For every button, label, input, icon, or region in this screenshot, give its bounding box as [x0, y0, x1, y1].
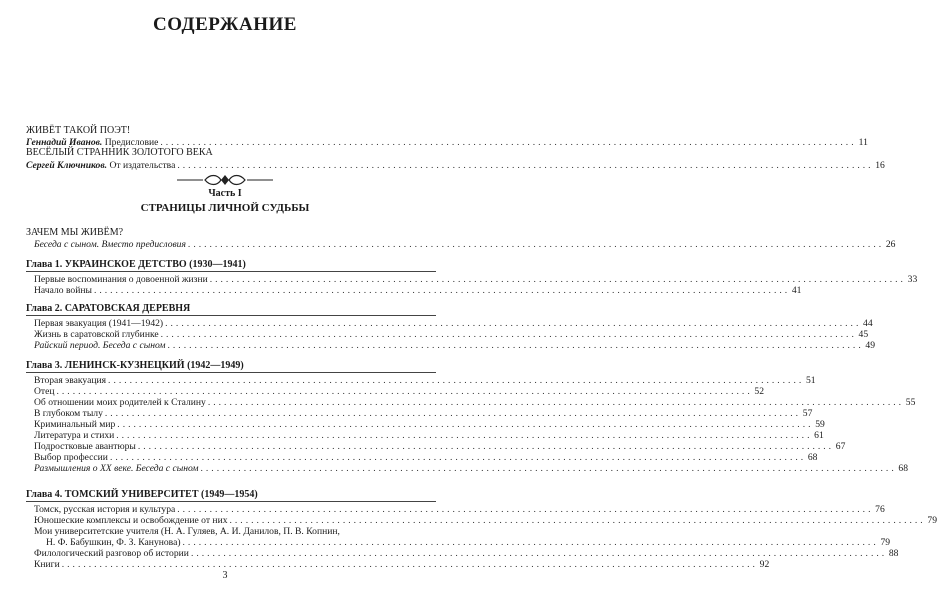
page-ref: 16: [875, 160, 885, 171]
chapter-rule: [26, 315, 436, 316]
chapter-3-item[interactable]: Криминальный мир . . . 59: [34, 419, 436, 430]
chapter-2-item[interactable]: Первая эвакуация (1941—1942) . . . 44: [34, 318, 436, 329]
chapter-4-item[interactable]: Мои университетские учителя (Н. А. Гуляев, А. И. Данилов, П. В. Копнин,: [34, 526, 340, 537]
chapter-2-heading[interactable]: Глава 2. САРАТОВСКАЯ ДЕРЕВНЯ: [26, 303, 191, 314]
chapter-1-heading[interactable]: Глава 1. УКРАИНСКОЕ ДЕТСТВО (1930—1941): [26, 259, 246, 270]
chapter-rule: [26, 501, 436, 502]
chapter-1-item[interactable]: Начало войны . . . 41: [34, 285, 436, 296]
page-number: 3: [222, 570, 228, 581]
page-title: СОДЕРЖАНИЕ: [153, 14, 297, 35]
why-entry[interactable]: [34, 239, 896, 250]
chapter-4-item[interactable]: Филологический разговор об истории . . . 88: [34, 548, 436, 559]
front-heading-poet: ЖИВЁТ ТАКОЙ ПОЭТ!: [26, 125, 131, 136]
front-heading-wanderer: ВЕСЁЛЫЙ СТРАННИК ЗОЛОТОГО ВЕКА: [26, 147, 213, 158]
chapter-4-item[interactable]: Юношеские комплексы и освобождение от них . . . 79: [34, 515, 436, 526]
chapter-title: САРАТОВСКАЯ ДЕРЕВНЯ: [64, 303, 191, 314]
chapter-rule: [26, 372, 436, 373]
entry-text: От издательства: [107, 160, 176, 171]
chapter-3-item[interactable]: Подростковые авантюры . . . 67: [34, 441, 436, 452]
why-heading: ЗАЧЕМ МЫ ЖИВЁМ?: [26, 227, 124, 238]
chapter-3-item[interactable]: Отец . . . 52: [34, 386, 436, 397]
author-name: Геннадий Иванов.: [26, 137, 103, 148]
chapter-title: ЛЕНИНСК-КУЗНЕЦКИЙ (1942—1949): [64, 360, 244, 371]
part-title: СТРАНИЦЫ ЛИЧНОЙ СУДЬБЫ: [140, 202, 310, 214]
chapter-title: УКРАИНСКОЕ ДЕТСТВО (1930—1941): [64, 259, 246, 270]
author-name: Сергей Ключников.: [26, 160, 108, 171]
chapter-3-item[interactable]: Вторая эвакуация . . . 51: [34, 375, 436, 386]
chapter-4-item[interactable]: Томск, русская история и культура . . . 76: [34, 504, 436, 515]
chapter-3-item[interactable]: Литература и стихи . . . 61: [34, 430, 436, 441]
chapter-3-item[interactable]: Размышления о XX веке. Беседа с сыном . . . 68: [34, 463, 436, 474]
part-label: Часть I: [208, 188, 242, 199]
chapter-3-item[interactable]: В глубоком тылу . . . 57: [34, 408, 436, 419]
entry-text: Предисловие: [102, 137, 159, 148]
chapter-1-item[interactable]: Первые воспоминания о довоенной жизни . . . 33: [34, 274, 436, 285]
chapter-4-item[interactable]: Н. Ф. Бабушкин, Ф. З. Канунова) . . . 79: [46, 537, 436, 548]
chapter-title: ТОМСКИЙ УНИВЕРСИТЕТ (1949—1954): [64, 489, 258, 500]
chapter-2-item[interactable]: Райский период. Беседа с сыном . . . 49: [34, 340, 436, 351]
chapter-3-item[interactable]: Выбор профессии . . . 68: [34, 452, 436, 463]
chapter-2-item[interactable]: Жизнь в саратовской глубинке . . . 45: [34, 329, 436, 340]
page-ref: 11: [858, 137, 868, 148]
front-entry-wanderer[interactable]: [26, 160, 885, 171]
chapter-3-heading[interactable]: Глава 3. ЛЕНИНСК-КУЗНЕЦКИЙ (1942—1949): [26, 360, 244, 371]
chapter-4-item[interactable]: Книги . . . 92: [34, 559, 436, 570]
chapter-rule: [26, 271, 436, 272]
entry-text: Беседа с сыном. Вместо предисловия: [34, 239, 186, 250]
page-ref: 26: [885, 239, 896, 250]
chapter-4-heading[interactable]: Глава 4. ТОМСКИЙ УНИВЕРСИТЕТ (1949—1954): [26, 489, 258, 500]
ornament-divider-icon: [175, 173, 275, 187]
chapter-3-item[interactable]: Об отношении моих родителей к Сталину . . . 55: [34, 397, 436, 408]
